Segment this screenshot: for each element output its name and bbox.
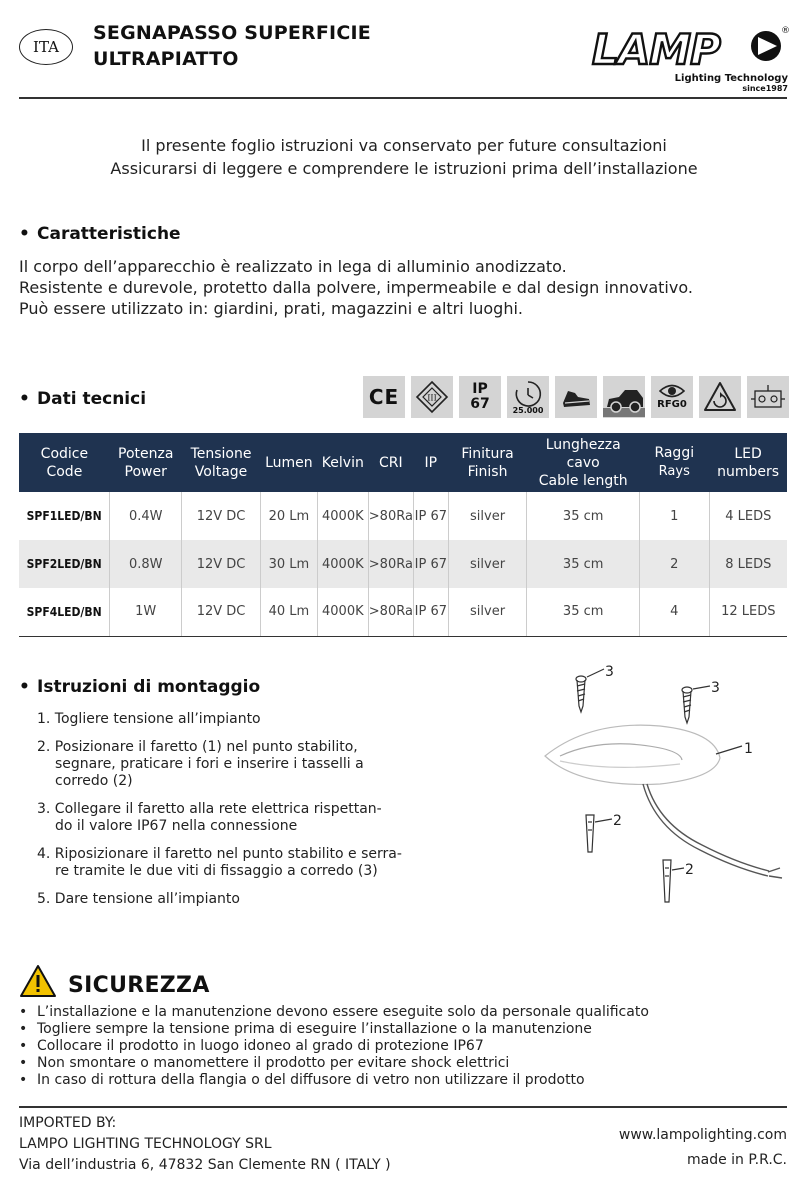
list-item: 4. Riposizionare il faretto nel punto stabilito e serra- re tramite le due viti di fissaggio a corredo (3): [37, 846, 402, 879]
cell-code: SPF4LED/BN: [19, 588, 110, 636]
cell-kelvin: 4000K: [317, 540, 368, 588]
intro-line-2: Assicurarsi di leggere e comprendere le istruzioni prima dell’installazione: [110, 159, 698, 178]
table-header-row: [19, 433, 787, 492]
fixture-icon: [545, 725, 742, 784]
mounting-steps: [37, 711, 427, 919]
drive-over-icon: [603, 376, 645, 418]
cell-code: SPF2LED/BN: [19, 540, 110, 588]
cell-cri: >80Ra: [368, 540, 413, 588]
cell-led-numbers: 4 LEDS: [709, 492, 787, 540]
rfg-label: RFG0: [657, 399, 687, 410]
cell-ip: IP 67: [413, 540, 448, 588]
cell-power: 0.4W: [110, 492, 182, 540]
logo-registered-mark: ®: [781, 26, 790, 36]
list-item: • Non smontare o manomettere il prodotto per evitare shock elettrici: [19, 1055, 649, 1072]
table-row: [19, 588, 787, 636]
cell-cable-length: 35 cm: [527, 588, 640, 636]
cell-code: SPF1LED/BN: [26, 509, 102, 523]
imported-by-label: IMPORTED BY:: [19, 1115, 117, 1131]
header-cable-length: Lunghezza cavo Cable length: [527, 433, 640, 492]
table-row: [19, 492, 787, 540]
cell-led-numbers: 8 LEDS: [709, 540, 787, 588]
cell-ip: IP 67: [413, 588, 448, 636]
importer-address: Via dell’industria 6, 47832 San Clemente RN ( ITALY ): [19, 1157, 391, 1173]
cell-voltage: 12V DC: [182, 492, 261, 540]
cell-cri: >80Ra: [368, 588, 413, 636]
svg-text:LAMP: LAMP: [592, 25, 720, 74]
screw-label-a: 3: [605, 664, 614, 680]
list-item: 1. Togliere tensione all’impianto: [37, 711, 261, 727]
ip-value: 67: [470, 396, 490, 412]
header-lumen: Lumen: [260, 433, 317, 492]
wiring-diagram-icon: [747, 376, 789, 418]
beam-triangle-icon: [699, 376, 741, 418]
cell-power: 0.8W: [110, 540, 182, 588]
screw-label-b: 3: [711, 680, 720, 696]
ce-mark-icon: [363, 376, 405, 418]
plug-label-b: 2: [685, 862, 694, 878]
cell-power: 1W: [110, 588, 182, 636]
wall-plug-icon: [663, 860, 684, 902]
header-divider: [19, 97, 787, 99]
class-iii-icon: [411, 376, 453, 418]
screw-icon: [576, 669, 604, 712]
title-line-2: ULTRAPIATTO: [93, 48, 239, 70]
header-cri: CRI: [368, 433, 413, 492]
cell-cri: >80Ra: [368, 492, 413, 540]
importer-info: [19, 1113, 391, 1176]
cell-rays: 4: [639, 588, 709, 636]
ce-mark-label: CE: [368, 385, 400, 409]
cell-lumen: 40 Lm: [260, 588, 317, 636]
installation-diagram: [530, 660, 800, 910]
language-badge: [19, 29, 73, 65]
cell-kelvin: 4000K: [317, 492, 368, 540]
cell-cable-length: 35 cm: [527, 492, 640, 540]
list-item: • In caso di rottura della flangia o del diffusore di vetro non utilizzare il prodotto: [19, 1072, 649, 1089]
cell-cable-length: 35 cm: [527, 540, 640, 588]
cell-lumen: 30 Lm: [260, 540, 317, 588]
cell-rays: 2: [639, 540, 709, 588]
table-row: [19, 540, 787, 588]
list-item: 2. Posizionare il faretto (1) nel punto stabilito, segnare, praticare i fori e inserire i tasselli a corredo (2): [37, 739, 364, 789]
list-item: • Collocare il prodotto in luogo idoneo al grado di protezione IP67: [19, 1038, 649, 1055]
warning-icon: [19, 964, 57, 998]
technical-heading: • Dati tecnici: [19, 389, 147, 409]
plug-label-a: 2: [613, 813, 622, 829]
cell-rays: 1: [639, 492, 709, 540]
lifetime-hours-icon: [507, 376, 549, 418]
logo-tagline: Lighting Technology: [674, 73, 788, 84]
cell-led-numbers: 12 LEDS: [709, 588, 787, 636]
features-line: Resistente e durevole, protetto dalla polvere, impermeabile e dal design innovativo.: [19, 278, 693, 297]
logo-since: since1987: [742, 84, 788, 93]
cell-finish: silver: [448, 540, 527, 588]
list-item: • L’installazione e la manutenzione devono essere eseguite solo da personale qualificato: [19, 1004, 649, 1021]
header-led-numbers: LED numbers: [709, 433, 787, 492]
importer-company: LAMPO LIGHTING TECHNOLOGY SRL: [19, 1136, 272, 1152]
cell-kelvin: 4000K: [317, 588, 368, 636]
cable-icon: [643, 784, 782, 878]
cell-finish: silver: [448, 588, 527, 636]
features-line: Può essere utilizzato in: giardini, prati, magazzini e altri luoghi.: [19, 299, 523, 318]
cell-ip: IP 67: [413, 492, 448, 540]
ip-label: IP: [472, 381, 488, 397]
header-rays: Raggi Rays: [639, 433, 709, 492]
language-label: ITA: [33, 38, 59, 56]
fixture-label: 1: [744, 741, 753, 757]
origin-label: made in P.R.C.: [687, 1152, 787, 1168]
lifetime-hours-label: 25.000: [512, 406, 544, 415]
features-line: Il corpo dell’apparecchio è realizzato in lega di alluminio anodizzato.: [19, 257, 567, 276]
class-iii-label: III: [427, 393, 437, 403]
lampo-logo: [590, 22, 790, 94]
header-kelvin: Kelvin: [317, 433, 368, 492]
mounting-heading-label: Istruzioni di montaggio: [37, 677, 261, 697]
features-heading: • Caratteristiche: [19, 224, 181, 244]
cell-lumen: 20 Lm: [260, 492, 317, 540]
website-link[interactable]: www.lampolighting.com: [618, 1127, 787, 1143]
specs-table: [19, 433, 787, 637]
header-voltage: Tensione Voltage: [182, 433, 261, 492]
list-item: • Togliere sempre la tensione prima di eseguire l’installazione o la manutenzione: [19, 1021, 649, 1038]
safety-list: [19, 1004, 649, 1089]
cell-voltage: 12V DC: [182, 540, 261, 588]
wall-plug-icon: [586, 815, 612, 852]
header-code: Codice Code: [19, 433, 110, 492]
ip67-icon: [459, 376, 501, 418]
photobiological-risk-icon: [651, 376, 693, 418]
walk-over-icon: [555, 376, 597, 418]
safety-heading: SICUREZZA: [68, 973, 210, 998]
mounting-heading: • Istruzioni di montaggio: [19, 677, 261, 697]
cell-voltage: 12V DC: [182, 588, 261, 636]
cell-finish: silver: [448, 492, 527, 540]
list-item: 3. Collegare il faretto alla rete elettrica rispettan- do il valore IP67 nella connessione: [37, 801, 382, 834]
title-line-1: SEGNAPASSO SUPERFICIE: [93, 22, 371, 44]
document-title: [93, 20, 371, 72]
header-power: Potenza Power: [110, 433, 182, 492]
header-ip: IP: [413, 433, 448, 492]
footer-divider: [19, 1106, 787, 1108]
screw-icon: [682, 686, 710, 723]
list-item: 5. Dare tensione all’impianto: [37, 891, 240, 907]
features-text: [19, 256, 693, 319]
features-heading-label: Caratteristiche: [37, 224, 181, 244]
header-finish: Finitura Finish: [448, 433, 527, 492]
technical-heading-label: Dati tecnici: [37, 389, 147, 409]
intro-line-1: Il presente foglio istruzioni va conservato per future consultazioni: [141, 136, 667, 155]
